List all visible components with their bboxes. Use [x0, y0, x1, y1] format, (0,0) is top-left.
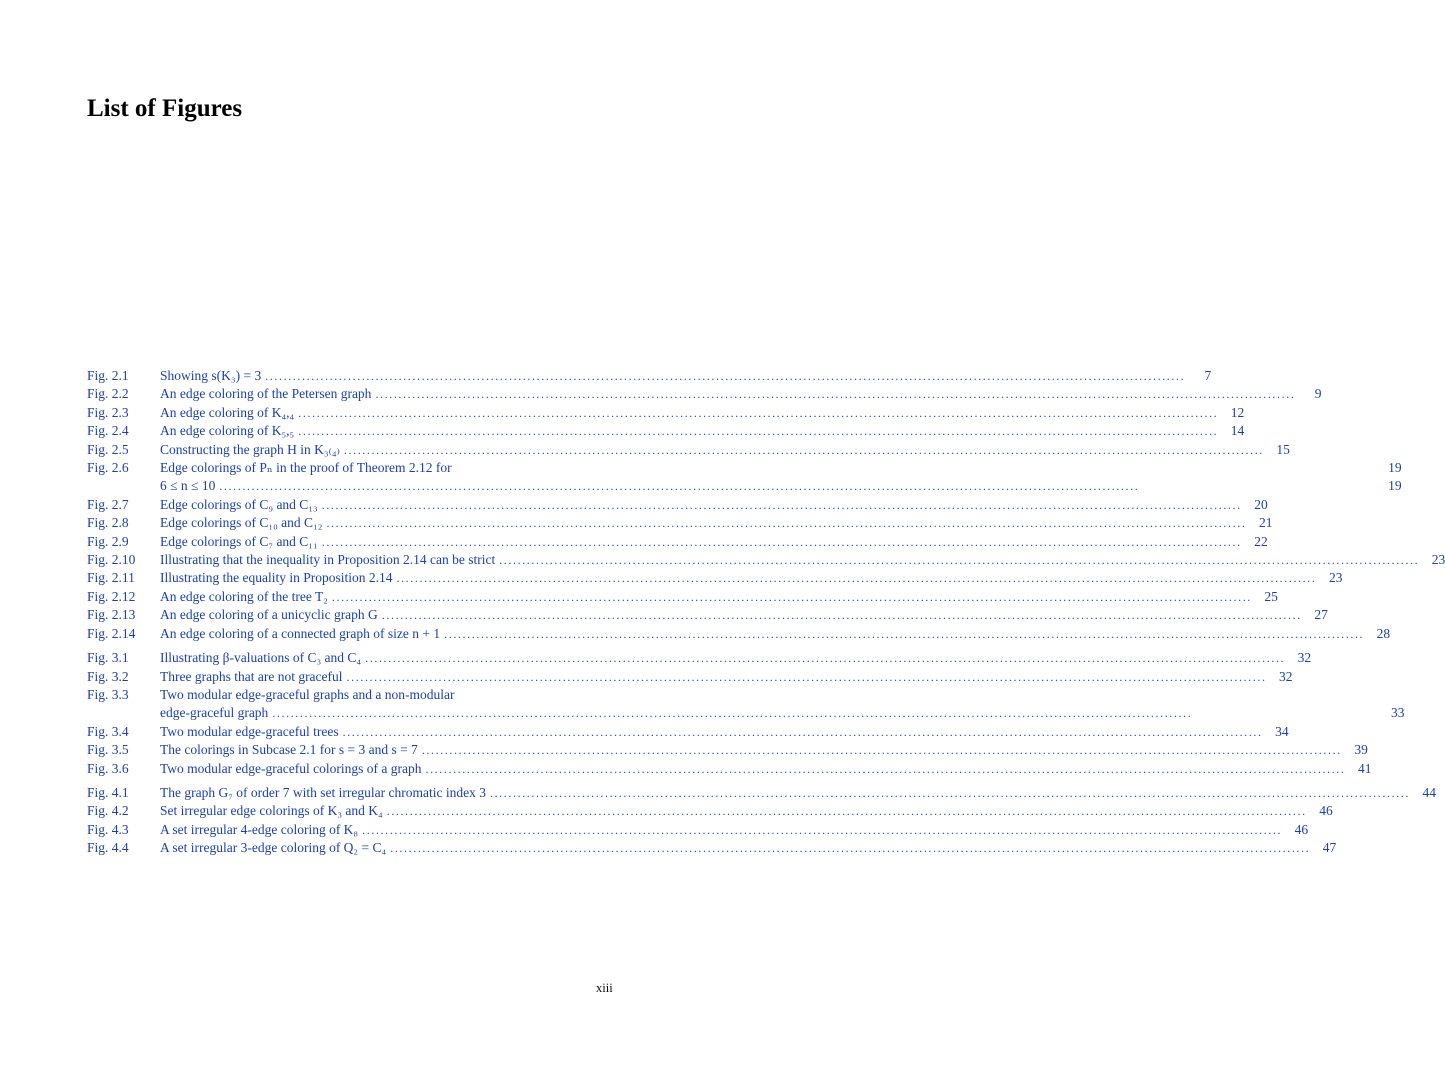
dot-leader: ........................................................................................................................................................................................................	[346, 669, 1267, 684]
figure-number[interactable]: Fig. 3.4	[87, 723, 129, 739]
figure-page-number[interactable]: 23	[1431, 552, 1445, 568]
figure-caption-line	[160, 723, 1289, 741]
figure-page-number[interactable]: 12	[1230, 404, 1245, 420]
figure-caption-line	[160, 686, 1404, 704]
figure-caption[interactable]: Illustrating the equality in Proposition 2.14	[160, 570, 393, 586]
figure-entry[interactable]	[87, 441, 1290, 459]
figure-caption[interactable]: An edge coloring of a connected graph of size n + 1	[160, 625, 441, 641]
figure-caption-line	[160, 422, 1244, 440]
figure-page-number[interactable]: 27	[1314, 607, 1328, 623]
figure-entry[interactable]	[87, 839, 1337, 857]
figure-caption[interactable]: Two modular edge-graceful trees	[160, 723, 339, 739]
dot-leader: ........................................................................................................................................................................................................	[343, 442, 1264, 457]
figure-caption-line	[160, 533, 1268, 551]
figure-caption[interactable]: Illustrating that the inequality in Proposition 2.14 can be strict	[160, 552, 496, 568]
figure-entry[interactable]	[87, 668, 1293, 686]
figure-caption[interactable]: An edge coloring of K₅,₅	[160, 423, 295, 439]
figure-number[interactable]: Fig. 2.7	[87, 496, 129, 512]
figure-caption-block	[160, 422, 1244, 440]
figure-page-number[interactable]: 23	[1328, 570, 1343, 586]
figure-caption-block	[160, 625, 1390, 643]
figure-caption-line	[160, 821, 1308, 839]
figure-caption-block	[160, 588, 1278, 606]
figure-page-number[interactable]: 14	[1230, 423, 1245, 439]
figure-caption[interactable]: 6 ≤ n ≤ 10	[160, 478, 216, 494]
figure-entry[interactable]	[87, 625, 1391, 643]
figure-entry[interactable]	[87, 533, 1268, 551]
figure-entry[interactable]	[87, 569, 1343, 587]
figure-caption-block	[160, 686, 1404, 723]
figure-caption-block	[160, 839, 1336, 857]
figure-entry[interactable]	[87, 385, 1322, 403]
figure-page-number[interactable]: 39	[1354, 742, 1368, 758]
figure-caption[interactable]: Set irregular edge colorings of K₃ and K₄	[160, 803, 383, 819]
dot-leader: ........................................................................................................................................................................................................	[298, 405, 1219, 420]
figure-caption-line	[160, 514, 1272, 532]
figure-page-number[interactable]: 44	[1422, 784, 1436, 800]
figure-number[interactable]: Fig. 2.3	[87, 404, 129, 420]
figure-entry[interactable]	[87, 422, 1245, 440]
figure-caption-block	[160, 496, 1268, 514]
figure-caption[interactable]: An edge coloring of a unicyclic graph G	[160, 607, 378, 623]
figure-caption-line	[160, 668, 1293, 686]
dot-leader: ........................................................................................................................................................................................................	[321, 497, 1242, 512]
figure-caption[interactable]: Illustrating β-valuations of C₃ and C₄	[160, 650, 362, 666]
figure-caption-line	[160, 459, 1402, 477]
figure-caption[interactable]: An edge coloring of the Petersen graph	[160, 386, 372, 402]
figure-entry[interactable]	[87, 760, 1372, 778]
figure-caption-block	[160, 723, 1289, 741]
figure-number[interactable]: Fig. 2.9	[87, 533, 129, 549]
figure-number[interactable]: Fig. 3.3	[87, 686, 129, 702]
figure-page-number[interactable]: 32	[1297, 650, 1312, 666]
figure-page-number[interactable]: 21	[1258, 515, 1273, 531]
dot-leader: ........................................................................................................................................................................................................	[421, 743, 1342, 758]
figure-caption[interactable]: Showing s(K₃) = 3	[160, 368, 262, 383]
dot-leader: ........................................................................................................................................................................................................	[386, 804, 1307, 819]
figure-caption-line	[160, 760, 1371, 778]
figure-caption-line	[160, 385, 1321, 403]
figure-caption-line	[160, 367, 1211, 385]
figure-caption-block	[160, 668, 1293, 686]
figure-caption[interactable]: The colorings in Subcase 2.1 for s = 3 and s = 7	[160, 742, 418, 758]
figure-caption-block	[160, 533, 1268, 551]
figure-entry[interactable]	[87, 496, 1268, 514]
figure-number[interactable]: Fig. 3.1	[87, 650, 129, 666]
figure-caption-line	[160, 551, 1445, 569]
figure-entry[interactable]	[87, 784, 1436, 802]
figure-caption-block	[160, 784, 1436, 802]
dot-leader: ........................................................................................................................................................................................................	[425, 761, 1346, 776]
figure-number[interactable]: Fig. 2.4	[87, 423, 129, 439]
dot-leader: ........................................................................................................................................................................................................	[321, 534, 1242, 549]
figure-caption-block	[160, 649, 1311, 667]
figure-number[interactable]: Fig. 4.3	[87, 821, 129, 837]
figure-caption-block	[160, 367, 1211, 385]
figure-entry[interactable]	[87, 404, 1245, 422]
figure-caption-line	[160, 606, 1328, 624]
page-title: List of Figures	[87, 95, 243, 122]
figure-number[interactable]: Fig. 3.2	[87, 668, 129, 684]
figure-caption[interactable]: Edge colorings of C₇ and C₁₁	[160, 533, 318, 549]
figure-page-number[interactable]: 28	[1376, 625, 1391, 641]
figure-caption-line	[160, 477, 1402, 495]
figure-number[interactable]: Fig. 2.2	[87, 386, 129, 402]
figure-caption[interactable]: Constructing the graph H in K₃₍₄₎	[160, 441, 340, 457]
dot-leader: ........................................................................................................................................................................................................	[272, 706, 1193, 721]
figure-page-number[interactable]: 9	[1314, 386, 1322, 402]
figure-caption-line	[160, 404, 1244, 422]
dot-leader: ........................................................................................................................................................................................................	[265, 369, 1186, 383]
dot-leader: ........................................................................................................................................................................................................	[396, 571, 1317, 586]
dot-leader: ........................................................................................................................................................................................................	[365, 651, 1286, 666]
figure-entry[interactable]	[87, 606, 1328, 624]
figure-caption[interactable]: An edge coloring of K₄,₄	[160, 404, 295, 420]
figure-page-number[interactable]: 32	[1279, 668, 1293, 684]
figure-entry[interactable]	[87, 821, 1309, 839]
dot-leader: ........................................................................................................................................................................................................	[298, 424, 1219, 439]
figure-entry[interactable]	[87, 649, 1312, 667]
figure-caption[interactable]: Two modular edge-graceful graphs and a non-modular	[160, 686, 455, 702]
figure-page-number[interactable]: 20	[1254, 496, 1268, 512]
figure-caption[interactable]: A set irregular 3-edge coloring of Q₂ = C₄	[160, 840, 387, 856]
figure-number[interactable]: Fig. 2.6	[87, 460, 129, 476]
figure-page-number[interactable]: 47	[1322, 840, 1337, 856]
figure-number[interactable]: Fig. 2.11	[87, 570, 135, 586]
figure-caption-block	[160, 741, 1368, 759]
dot-leader: ........................................................................................................................................................................................................	[444, 626, 1365, 641]
figure-caption-line	[160, 704, 1404, 722]
figure-group	[87, 367, 1445, 643]
dot-leader: ........................................................................................................................................................................................................	[375, 387, 1296, 402]
figure-caption-line	[160, 784, 1436, 802]
figure-caption-block	[160, 821, 1308, 839]
figure-number[interactable]: Fig. 3.6	[87, 760, 129, 776]
dot-leader: ........................................................................................................................................................................................................	[362, 822, 1283, 837]
figure-caption-block	[160, 404, 1244, 422]
figure-entry[interactable]	[87, 588, 1278, 606]
dot-leader: ........................................................................................................................................................................................................	[390, 841, 1311, 856]
figure-number[interactable]: Fig. 2.13	[87, 607, 136, 623]
figure-caption[interactable]: The graph G₇ of order 7 with set irregular chromatic index 3	[160, 784, 486, 800]
figure-caption-block	[160, 385, 1321, 403]
dot-leader: ........................................................................................................................................................................................................	[499, 553, 1420, 568]
figure-caption-line	[160, 741, 1368, 759]
dot-leader: ........................................................................................................................................................................................................	[331, 589, 1252, 604]
dot-leader: ........................................................................................................................................................................................................	[489, 785, 1410, 800]
figure-number[interactable]: Fig. 4.1	[87, 784, 129, 800]
figure-caption-block	[160, 551, 1445, 569]
figure-caption[interactable]: edge-graceful graph	[160, 705, 269, 721]
figure-caption-line	[160, 802, 1333, 820]
figure-caption-line	[160, 569, 1342, 587]
figure-caption[interactable]: Three graphs that are not graceful	[160, 668, 343, 684]
figure-caption-line	[160, 496, 1268, 514]
figure-entry[interactable]	[87, 686, 1405, 723]
figure-page-number[interactable]: 46	[1294, 821, 1309, 837]
figure-page-number[interactable]: 33	[1390, 705, 1405, 721]
figure-caption-block	[160, 441, 1290, 459]
figure-caption[interactable]: Edge colorings of C₉ and C₁₃	[160, 496, 318, 512]
figure-page-number[interactable]: 46	[1319, 803, 1333, 819]
figure-entry[interactable]	[87, 741, 1368, 759]
figure-caption-block	[160, 569, 1342, 587]
figure-caption[interactable]: A set irregular 4-edge coloring of K₈	[160, 821, 359, 837]
figure-entry[interactable]	[87, 802, 1333, 820]
figure-caption[interactable]: An edge coloring of the tree T₂	[160, 588, 328, 604]
dot-leader: ........................................................................................................................................................................................................	[219, 479, 1140, 494]
figure-number[interactable]: Fig. 4.4	[87, 840, 129, 856]
figure-entry[interactable]	[87, 551, 1445, 569]
figure-page-number[interactable]: 19	[1388, 478, 1402, 494]
figure-caption-block	[160, 459, 1402, 496]
dot-leader: ........................................................................................................................................................................................................	[326, 516, 1247, 531]
figure-group	[87, 649, 1405, 778]
figure-number[interactable]: Fig. 2.12	[87, 588, 136, 604]
figure-caption[interactable]: Edge colorings of C₁₀ and C₁₂	[160, 515, 323, 531]
dot-leader: ........................................................................................................................................................................................................	[381, 608, 1302, 623]
dot-leader: ........................................................................................................................................................................................................	[342, 724, 1263, 739]
figure-page-number[interactable]: 34	[1275, 723, 1289, 739]
figure-entry[interactable]	[87, 367, 1212, 385]
figure-page-number[interactable]: 41	[1357, 760, 1372, 776]
figure-number[interactable]: Fig. 2.1	[87, 368, 129, 383]
figure-number[interactable]: Fig. 4.2	[87, 803, 129, 819]
figure-caption-block	[160, 606, 1328, 624]
figure-entry[interactable]	[87, 459, 1402, 496]
figure-page-number[interactable]: 25	[1264, 588, 1278, 604]
figure-page-number[interactable]: 15	[1276, 441, 1290, 457]
figure-group	[87, 784, 1436, 858]
figure-caption[interactable]: Edge colorings of Pₙ in the proof of Theorem 2.12 for	[160, 460, 452, 476]
figure-number[interactable]: Fig. 3.5	[87, 742, 129, 758]
figure-caption-line	[160, 839, 1336, 857]
figure-page-number[interactable]: 7	[1204, 368, 1212, 383]
figure-caption-line	[160, 625, 1390, 643]
list-of-figures	[87, 367, 1445, 858]
figure-number[interactable]: Fig. 2.5	[87, 441, 129, 457]
figure-caption-line	[160, 588, 1278, 606]
figure-caption-line	[160, 649, 1311, 667]
figure-number[interactable]: Fig. 2.8	[87, 515, 129, 531]
figure-caption-block	[160, 802, 1333, 820]
figure-page-number[interactable]: 22	[1254, 533, 1268, 549]
figure-caption-line	[160, 441, 1290, 459]
figure-caption-block	[160, 760, 1371, 778]
figure-page-number[interactable]: 19	[1388, 460, 1402, 476]
figure-entry[interactable]	[87, 514, 1273, 532]
figure-number[interactable]: Fig. 2.10	[87, 552, 136, 568]
figure-entry[interactable]	[87, 723, 1289, 741]
figure-number[interactable]: Fig. 2.14	[87, 625, 136, 641]
figure-caption-block	[160, 514, 1272, 532]
page-number: xiii	[596, 981, 613, 995]
figure-caption[interactable]: Two modular edge-graceful colorings of a graph	[160, 760, 422, 776]
